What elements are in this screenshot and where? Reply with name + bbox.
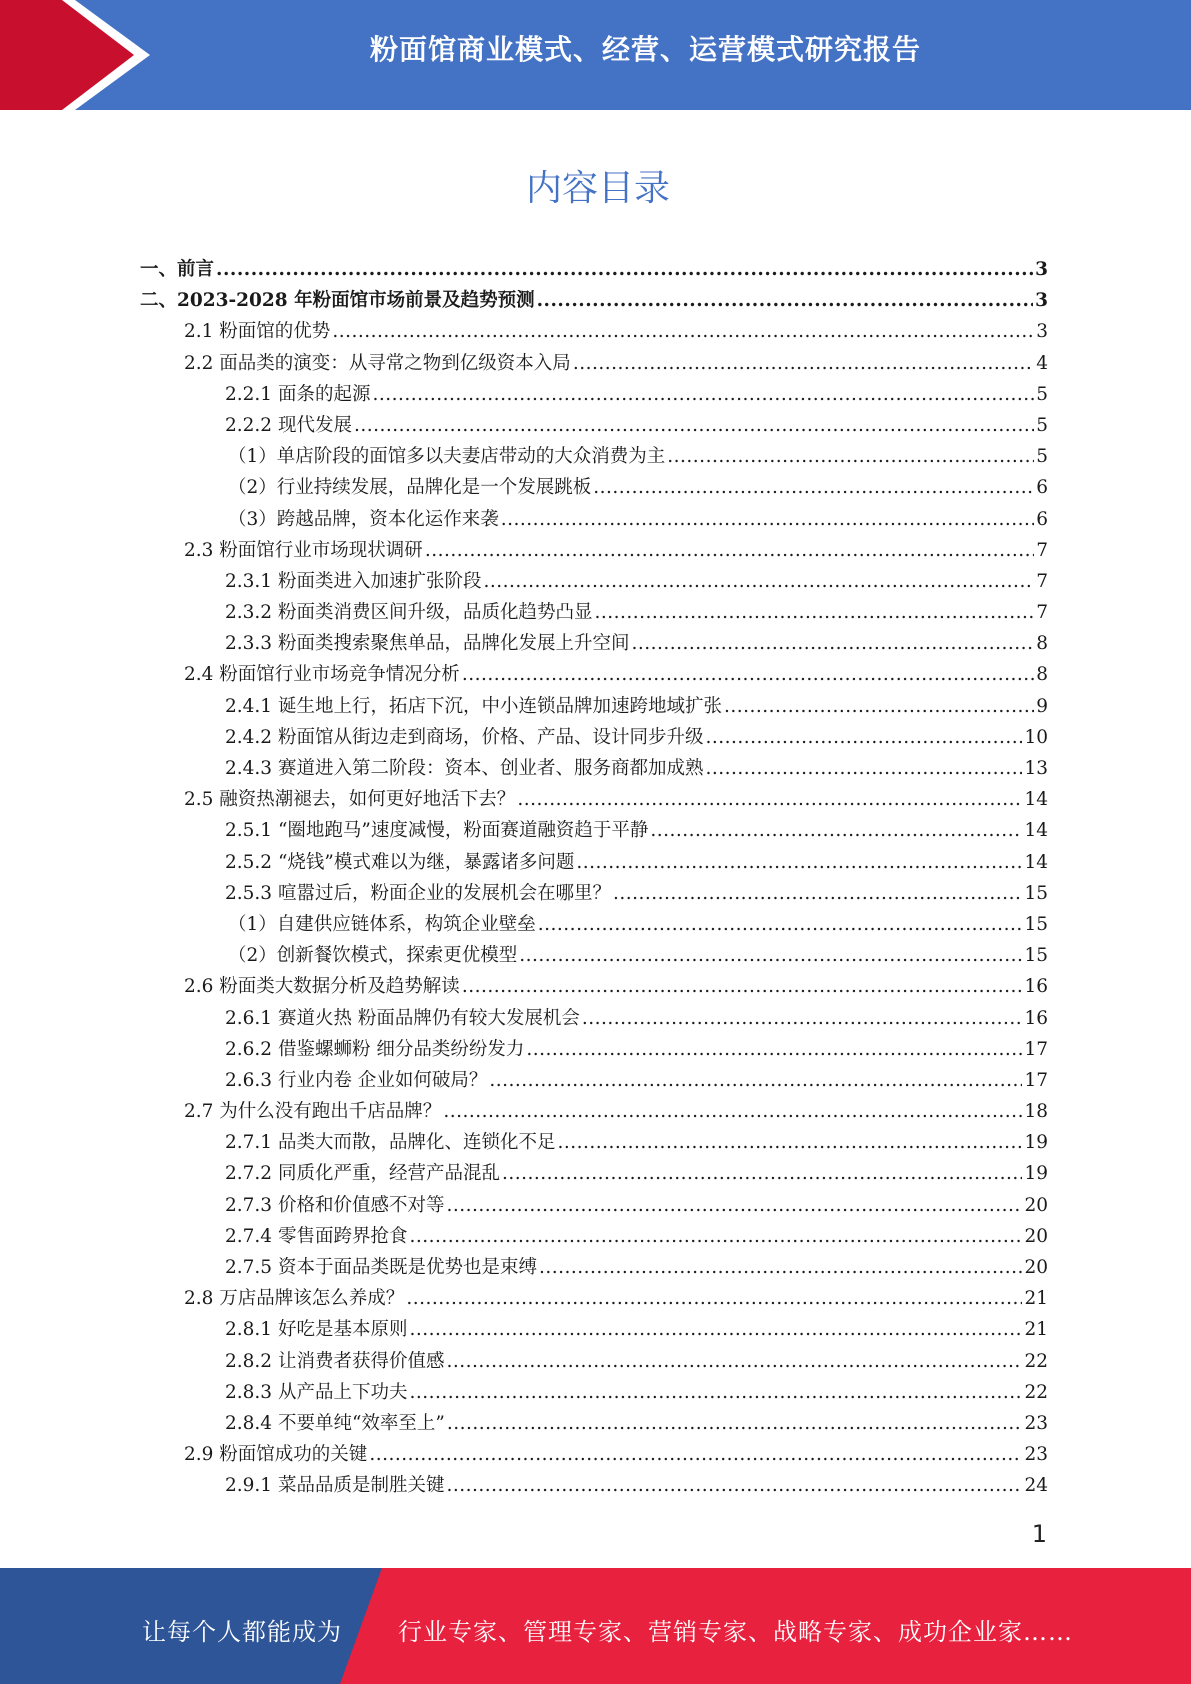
toc-entry-label: 2.5 融资热潮褪去，如何更好地活下去？ [184, 789, 516, 811]
toc-leader-dots [216, 259, 1033, 280]
toc-entry[interactable] [140, 349, 1048, 380]
toc-entry[interactable] [140, 1253, 1048, 1284]
toc-entry[interactable] [140, 1440, 1048, 1471]
toc-entry-page: 5 [1036, 446, 1048, 468]
toc-entry-label: 2.2.2 现代发展 [225, 414, 352, 436]
toc-entry-label: 2.4.2 粉面馆从街边走到商场，价格、产品、设计同步升级 [225, 726, 704, 748]
toc-leader-dots [631, 633, 1034, 654]
page-number: 1 [1031, 1520, 1047, 1548]
toc-leader-dots [650, 820, 1022, 841]
toc-entry-label: 2.3 粉面馆行业市场现状调研 [184, 539, 423, 561]
toc-entry-page: 14 [1024, 789, 1048, 811]
toc-entry-page: 20 [1024, 1257, 1048, 1278]
toc-entry[interactable] [140, 848, 1048, 879]
toc-entry-label: 2.5.3 喧嚣过后，粉面企业的发展机会在哪里？ [225, 882, 611, 904]
toc-entry-page: 20 [1024, 1194, 1048, 1216]
toc-entry[interactable] [140, 1347, 1048, 1378]
toc-leader-dots [667, 446, 1034, 467]
toc-entry-label: 2.2.1 面条的起源 [225, 383, 371, 405]
toc-entry-page: 14 [1024, 820, 1048, 842]
toc-leader-dots [517, 789, 1022, 810]
toc-leader-dots [526, 1039, 1022, 1060]
toc-entry[interactable] [140, 692, 1048, 723]
toc-entry-page: 13 [1024, 758, 1048, 779]
toc-entry-page: 5 [1036, 414, 1048, 436]
toc-entry-label: 2.8.1 好吃是基本原则 [225, 1319, 408, 1341]
toc-entry[interactable] [140, 1097, 1048, 1128]
toc-entry-page: 23 [1024, 1444, 1048, 1466]
toc-leader-dots [576, 852, 1022, 873]
toc-entry[interactable] [140, 1066, 1048, 1097]
toc-heading: 内容目录 [525, 168, 670, 209]
toc-entry-page: 7 [1036, 602, 1048, 624]
toc-entry[interactable] [140, 1378, 1048, 1409]
toc-entry-label: 2.1 粉面馆的优势 [184, 321, 331, 343]
toc-entry-label: 2.6.1 赛道火热 粉面品牌仍有较大发展机会 [225, 1007, 580, 1029]
toc-leader-dots [573, 353, 1034, 374]
toc-entry-label: 2.5.1 “圈地跑马”速度减慢，粉面赛道融资趋于平静 [225, 820, 649, 842]
toc-entry[interactable] [140, 442, 1048, 473]
toc-entry-label: 2.3.3 粉面类搜索聚焦单品，品牌化发展上升空间 [225, 633, 630, 655]
toc-entry-page: 24 [1024, 1475, 1048, 1497]
toc-entry[interactable] [140, 1128, 1048, 1159]
toc-entry-label: 2.6 粉面类大数据分析及趋势解读 [184, 976, 460, 998]
toc-leader-dots [705, 727, 1022, 748]
toc-entry-label: （2）行业持续发展，品牌化是一个发展跳板 [228, 477, 592, 499]
toc-entry[interactable] [140, 660, 1048, 691]
toc-leader-dots [462, 664, 1034, 685]
toc-entry-page: 20 [1024, 1225, 1048, 1247]
toc-entry-page: 14 [1024, 851, 1048, 873]
toc-leader-dots [425, 540, 1034, 561]
toc-entry[interactable] [140, 785, 1048, 816]
toc-entry[interactable] [140, 723, 1048, 754]
toc-entry[interactable] [140, 879, 1048, 910]
toc-entry-page: 8 [1036, 664, 1048, 686]
toc-entry-label: 2.4.3 赛道进入第二阶段：资本、创业者、服务商都加成熟 [225, 758, 704, 779]
toc-entry-label: 2.4 粉面馆行业市场竞争情况分析 [184, 664, 460, 686]
toc-entry[interactable] [140, 473, 1048, 504]
toc-leader-dots [519, 945, 1022, 966]
footer-slogan: 让每个人都能成为 [142, 1618, 342, 1646]
toc-leader-dots [372, 384, 1034, 405]
page-header [0, 0, 1191, 110]
toc-entry-label: 2.8 万店品牌该怎么养成？ [184, 1288, 405, 1310]
toc-entry-label: 2.8.3 从产品上下功夫 [225, 1381, 408, 1403]
toc-entry-page: 6 [1036, 477, 1048, 499]
toc-leader-dots [409, 1226, 1022, 1247]
toc-entry-label: 2.9.1 菜品品质是制胜关键 [225, 1475, 445, 1497]
toc-entry-page: 10 [1024, 726, 1048, 748]
toc-entry[interactable] [140, 411, 1048, 442]
toc-entry-label: 2.9 粉面馆成功的关键 [184, 1444, 368, 1466]
toc-entry-label: 2.3.1 粉面类进入加速扩张阶段 [225, 570, 482, 592]
toc-leader-dots [537, 290, 1034, 311]
toc-entry-page: 15 [1024, 913, 1048, 935]
toc-entry[interactable] [140, 536, 1048, 567]
toc-entry[interactable] [140, 286, 1048, 317]
toc-entry-page: 23 [1024, 1412, 1048, 1434]
toc-entry-label: 二、2023-2028 年粉面馆市场前景及趋势预测 [140, 290, 535, 312]
toc-entry-label: 2.7.2 同质化严重，经营产品混乱 [225, 1163, 500, 1185]
toc-entry[interactable] [140, 1159, 1048, 1190]
toc-entry-page: 15 [1024, 882, 1048, 904]
toc-entry-page: 6 [1036, 508, 1048, 530]
toc-leader-dots [582, 1008, 1023, 1029]
toc-entry-page: 17 [1024, 1038, 1048, 1060]
toc-entry[interactable] [140, 598, 1048, 629]
toc-entry[interactable] [140, 317, 1048, 348]
toc-leader-dots [446, 1195, 1022, 1216]
toc-entry[interactable] [140, 972, 1048, 1003]
toc-leader-dots [446, 1475, 1022, 1496]
toc-entry-page: 15 [1024, 945, 1048, 967]
page-footer [0, 1568, 1191, 1684]
toc-entry-page: 16 [1024, 1007, 1048, 1029]
toc-leader-dots [446, 1351, 1022, 1372]
toc-leader-dots [409, 1382, 1022, 1403]
toc-leader-dots [539, 1257, 1022, 1278]
toc-leader-dots [502, 1163, 1022, 1184]
toc-entry-page: 17 [1024, 1069, 1048, 1091]
toc-entry-label: 2.3.2 粉面类消费区间升级，品质化趋势凸显 [225, 602, 593, 624]
toc-entry-label: 一、前言 [140, 259, 215, 280]
toc-entry-page: 18 [1024, 1101, 1048, 1123]
toc-entry[interactable] [140, 380, 1048, 411]
toc-entry-label: 2.7.3 价格和价值感不对等 [225, 1194, 445, 1216]
toc-leader-dots [557, 1132, 1022, 1153]
toc-entry[interactable] [140, 816, 1048, 847]
toc-leader-dots [538, 914, 1023, 935]
toc-entry[interactable] [140, 941, 1048, 972]
toc-entry-page: 5 [1036, 383, 1048, 405]
toc-entry[interactable] [140, 629, 1048, 660]
toc-entry-page: 19 [1024, 1132, 1048, 1154]
toc-entry-page: 22 [1024, 1350, 1048, 1372]
toc-leader-dots [501, 509, 1034, 530]
toc-leader-dots [447, 1413, 1023, 1434]
toc-entry-label: 2.6.2 借鉴螺蛳粉 细分品类纷纷发力 [225, 1038, 525, 1060]
toc-entry-label: 2.8.4 不要单纯“效率至上” [225, 1412, 445, 1434]
toc-leader-dots [369, 1444, 1022, 1465]
toc-entry-page: 8 [1036, 633, 1048, 655]
toc-entry-label: 2.8.2 让消费者获得价值感 [225, 1350, 445, 1372]
toc-entry-page: 3 [1035, 259, 1048, 280]
toc-entry[interactable] [140, 567, 1048, 598]
toc-entry[interactable] [140, 1409, 1048, 1440]
report-title: 粉面馆商业模式、经营、运营模式研究报告 [369, 33, 921, 66]
toc-entry-label: （1）自建供应链体系，构筑企业壁垒 [228, 913, 536, 935]
toc-entry[interactable] [140, 1471, 1048, 1502]
toc-leader-dots [593, 477, 1034, 498]
toc-leader-dots [409, 1319, 1022, 1340]
toc-entry-page: 4 [1036, 352, 1048, 374]
toc-leader-dots [406, 1288, 1022, 1309]
toc-entry[interactable] [140, 505, 1048, 536]
toc-entry[interactable] [140, 1004, 1048, 1035]
toc-entry-page: 3 [1035, 290, 1048, 312]
toc-entry[interactable] [140, 754, 1048, 785]
toc-entry-page: 3 [1036, 321, 1048, 343]
toc-entry[interactable] [140, 1315, 1048, 1346]
toc-entry-label: 2.4.1 诞生地上行，拓店下沉，中小连锁品牌加速跨地域扩张 [225, 695, 722, 717]
toc-entry-page: 7 [1036, 570, 1048, 592]
toc-entry-label: 2.5.2 “烧钱”模式难以为继，暴露诸多问题 [225, 851, 575, 873]
toc-leader-dots [489, 1070, 1022, 1091]
toc-entry-label: （3）跨越品牌，资本化运作来袭 [228, 508, 499, 530]
toc-entry-label: 2.6.3 行业内卷 企业如何破局？ [225, 1069, 488, 1091]
toc-leader-dots [483, 571, 1034, 592]
toc-entry[interactable] [140, 1035, 1048, 1066]
toc-entry[interactable] [140, 1222, 1048, 1253]
toc-leader-dots [724, 696, 1034, 717]
footer-roles: 行业专家、管理专家、营销专家、战略专家、成功企业家…… [398, 1618, 1073, 1646]
toc-leader-dots [462, 976, 1023, 997]
toc-entry[interactable] [140, 910, 1048, 941]
toc-entry-page: 22 [1024, 1381, 1048, 1403]
table-of-contents [140, 255, 1048, 1503]
toc-entry[interactable] [140, 1191, 1048, 1222]
toc-entry-label: 2.7.5 资本于面品类既是优势也是束缚 [225, 1257, 537, 1278]
toc-leader-dots [354, 415, 1034, 436]
toc-entry[interactable] [140, 255, 1048, 286]
toc-entry-page: 21 [1024, 1319, 1048, 1341]
toc-leader-dots [443, 1101, 1022, 1122]
toc-entry-page: 19 [1024, 1163, 1048, 1185]
toc-entry-label: 2.2 面品类的演变：从寻常之物到亿级资本入局 [184, 352, 571, 374]
toc-entry-label: 2.7 为什么没有跑出千店品牌？ [184, 1101, 442, 1123]
toc-entry-label: 2.7.1 品类大而散，品牌化、连锁化不足 [225, 1132, 556, 1154]
toc-entry-page: 9 [1036, 695, 1048, 717]
toc-entry[interactable] [140, 1284, 1048, 1315]
toc-entry-label: （1）单店阶段的面馆多以夫妻店带动的大众消费为主 [228, 446, 666, 468]
toc-entry-page: 16 [1024, 976, 1048, 998]
toc-entry-label: （2）创新餐饮模式，探索更优模型 [228, 945, 518, 967]
toc-leader-dots [613, 883, 1022, 904]
toc-leader-dots [594, 602, 1034, 623]
toc-leader-dots [705, 758, 1022, 779]
toc-entry-label: 2.7.4 零售面跨界抢食 [225, 1225, 408, 1247]
toc-entry-page: 7 [1036, 539, 1048, 561]
toc-entry-page: 21 [1024, 1288, 1048, 1310]
toc-leader-dots [332, 321, 1034, 342]
